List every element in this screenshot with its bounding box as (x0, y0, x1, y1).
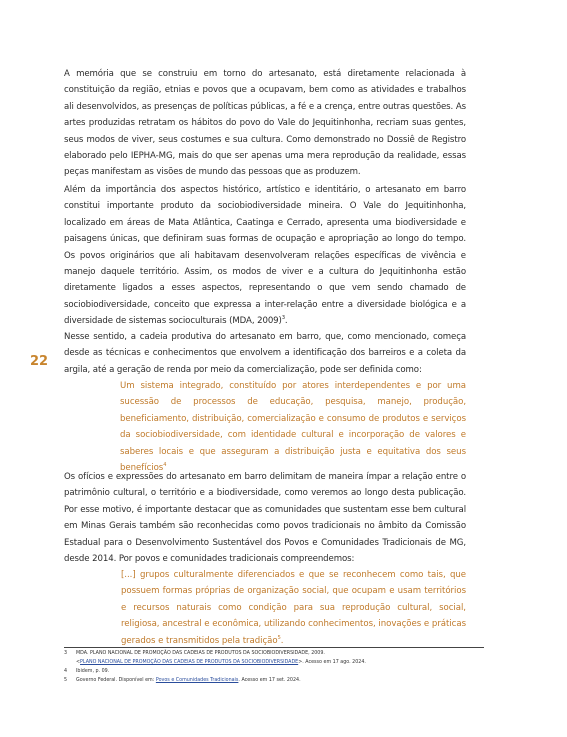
footnote-text: MDA. PLANO NACIONAL DE PROMOÇÃO DAS CADEIAS DE PRODUTOS DA SOCIOBIODIVERSIDADE, 2009. (76, 651, 325, 656)
footnote-text: Ibidem, p. 09. (76, 668, 110, 674)
blockquote-cadeia-text: Um sistema integrado, constituído por atores interdependentes e por uma sucessão de processos de educação, pesquisa, manejo, produção, beneficiamento, distribuição, comercialização e consumo de produtos e serviços da sociobiodiversidade, com identidade cultural e incorporação de valores e saberes locais e que asseguram a distribuição justa e equitativa dos seus benefícios (120, 381, 466, 474)
footnote-4 (64, 668, 484, 677)
blockquote-povos: [...] grupos culturalmente diferenciados e que se reconhecem como tais, que possuem formas próprias de organização social, que ocupam e usam territórios e recursos naturais como condição para sua reprodução cultural, social, religiosa, ancestral e econômica, utilizando conhecimentos, inovações e práticas gerados e transmitidos pela tradição$^5$. (121, 570, 466, 646)
footnote-number: 3 (64, 651, 68, 656)
povos-comunidades-link[interactable]: Povos e Comunidades Tradicionais (155, 677, 239, 683)
footnote-ref-4[interactable]: 4 (163, 462, 167, 469)
page-number: 22 (30, 354, 49, 369)
plano-nacional-link[interactable]: PLANO NACIONAL DE PROMOÇÃO DAS CADEIAS DE PRODUTOS DA SOCIOBIODIVERSIDADE (80, 659, 299, 665)
blockquote-povos-text: [...] grupos culturalmente diferenciados e que se reconhecem como tais, que possuem formas próprias de organização social, que ocupam e usam territórios e recursos naturais como condição para sua reprodução cultural, social, religiosa, ancestral e econômica, utilizando conhecimentos, inovações e práticas gerados e transmitidos pela tradição (121, 570, 466, 646)
footnote-link-prefix: Governo Federal. Disponível em: (76, 677, 156, 683)
footnote-number: 5 (64, 677, 68, 683)
footnote-link-suffix: >. Acesso em 17 ago. 2024. (298, 659, 366, 665)
footnote-ref-5[interactable]: 5 (277, 634, 281, 641)
paragraph-importancia: Além da importância dos aspectos histórico, artístico e identitário, o artesanato em barro constitui importante produto da sociobiodiversidade mineira. O Vale do Jequitinhonha, localizado em áreas de Mata Atlântica, Caatinga e Cerrado, apresenta uma biodiversidade e paisagens únicas, que definiram suas formas de ocupação e apropriação ao longo do tempo. Os povos originários que ali habitavam desenvolveram relações específicas de vivência e manejo daquele território. Assim, os modos de viver e a cultura do Jequitinhonha estão diretamente ligados a esses aspectos, representando o que vem sendo chamado de sociobiodiversidade, conceito que expressa a inter-relação entre a diversidade biológica e a diversidade de sistemas socioculturais (MDA, 2009)$^3$. (64, 185, 466, 327)
footnote-link-prefix: < (76, 659, 81, 665)
footnote-5 (64, 677, 484, 686)
footnote-number: 4 (64, 668, 68, 674)
paragraph-oficios: Os ofícios e expressões do artesanato em barro delimitam de maneira ímpar a relação entre o patrimônio cultural, o território e a biodiversidade, como veremos ao longo desta publicação. Por esse motivo, é importante destacar que as comunidades que sustentam esse bem cultural em Minas Gerais também são reconhecidas como povos tradicionais no âmbito da Comissão Estadual para o Desenvolvimento Sustentável dos Povos e Comunidades Tradicionais de MG, desde 2014. Por povos e comunidades tradicionais compreendemos: (64, 472, 466, 565)
footnote-ref-3[interactable]: 3 (281, 315, 285, 322)
paragraph-importancia-text: Além da importância dos aspectos histórico, artístico e identitário, o artesanato em barro constitui importante produto da sociobiodiversidade mineira. O Vale do Jequitinhonha, localizado em áreas de Mata Atlântica, Caatinga e Cerrado, apresenta uma biodiversidade e paisagens únicas, que definiram suas formas de ocupação e apropriação ao longo do tempo. Os povos originários que ali habitavam desenvolveram relações específicas de vivência e manejo daquele território. Assim, os modos de viver e a cultura do Jequitinhonha estão diretamente ligados a esses aspectos, representando o que vem sendo chamado de sociobiodiversidade, conceito que expressa a inter-relação entre a diversidade biológica e a diversidade de sistemas socioculturais (MDA, 2009) (64, 185, 466, 327)
paragraph-memoria: A memória que se construiu em torno do artesanato, está diretamente relacionada à constituição da região, etnias e povos que a ocupavam, bem como as atividades e trabalhos ali desenvolvidos, as presenças de políticas públicas, a fé e a crença, entre outras questões. As artes produzidas retratam os hábitos do povo do Vale do Jequitinhonha, recriam suas gentes, seus modos de viver, seus costumes e sua cultura. Como demonstrado no Dossiê de Registro elaborado pelo IEPHA-MG, mais do que ser apenas uma mera reprodução da realidade, essas peças manifestam as visões de mundo das pessoas que as produzem. (64, 69, 466, 178)
paragraph-cadeia-produtiva: Nesse sentido, a cadeia produtiva do artesanato em barro, que, como mencionado, começa desde as técnicas e conhecimentos que envolvem a identificação dos barreiros e a coleta da argila, até a geração de renda por meio da comercialização, pode ser definida como: (64, 332, 466, 375)
blockquote-cadeia (120, 378, 466, 476)
footnote-link-suffix: . Acesso em 17 set. 2024. (238, 677, 301, 683)
footnotes (64, 647, 484, 686)
footnote-3 (64, 650, 484, 659)
footnote-3-link-line (64, 659, 484, 668)
